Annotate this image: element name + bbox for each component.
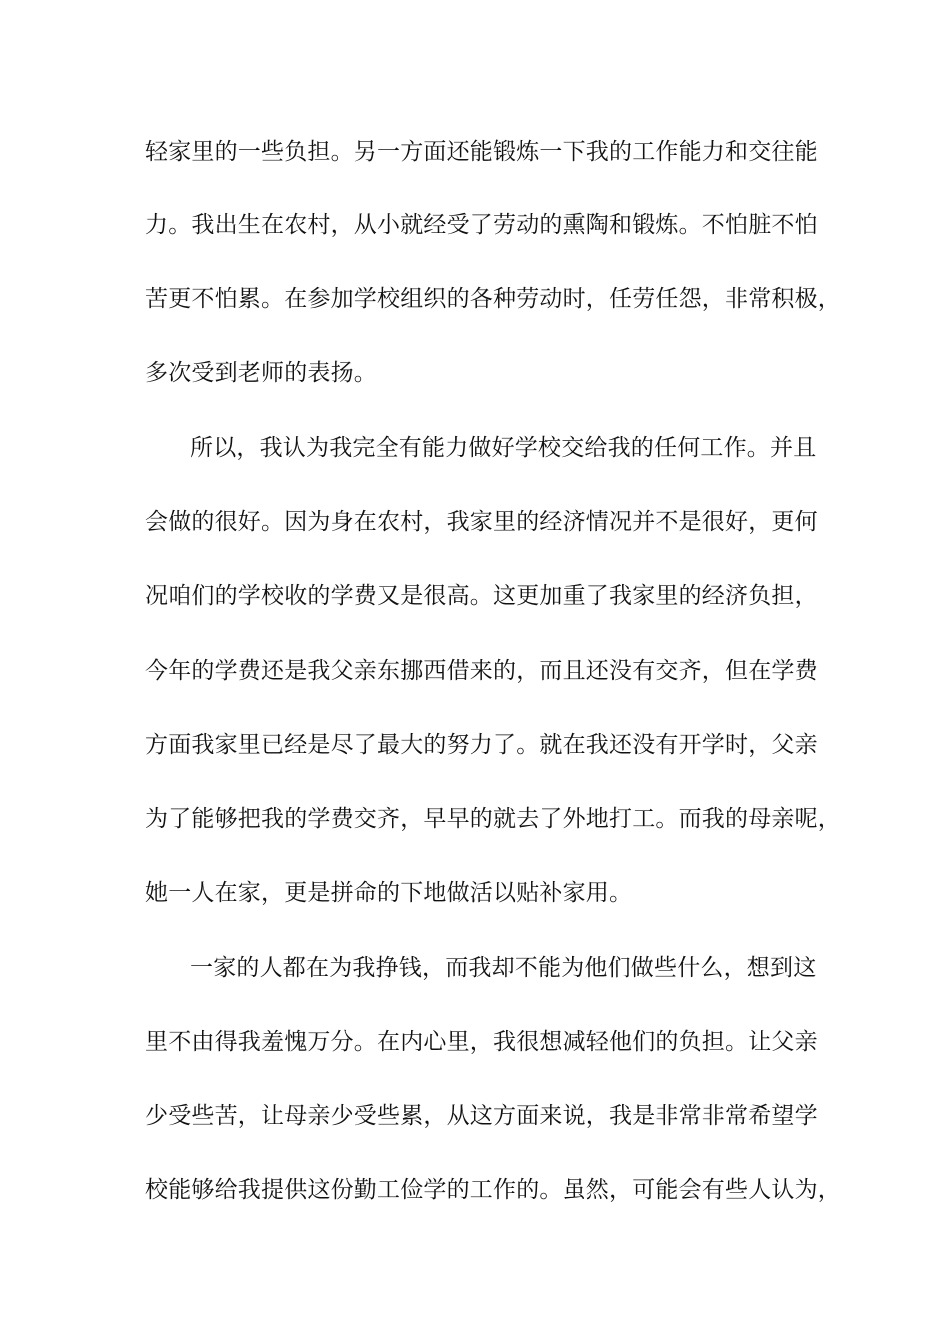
text-line-4: 多次受到老师的表扬。 bbox=[145, 360, 377, 386]
text-line-9: 方面我家里已经是尽了最大的努力了。就在我还没有开学时，父亲 bbox=[145, 732, 818, 758]
text-line-10: 为了能够把我的学费交齐，早早的就去了外地打工。而我的母亲呢， bbox=[145, 806, 841, 832]
text-line-8: 今年的学费还是我父亲东挪西借来的，而且还没有交齐，但在学费 bbox=[145, 658, 818, 684]
text-line-13: 里不由得我羞愧万分。在内心里，我很想减轻他们的负担。让父亲 bbox=[145, 1029, 818, 1055]
text-line-15: 校能够给我提供这份勤工俭学的工作的。虽然，可能会有些人认为， bbox=[145, 1177, 841, 1203]
text-line-7: 况咱们的学校收的学费又是很高。这更加重了我家里的经济负担， bbox=[145, 583, 818, 609]
text-line-2: 力。我出生在农村，从小就经受了劳动的熏陶和锻炼。不怕脏不怕 bbox=[145, 212, 818, 238]
text-line-6: 会做的很好。因为身在农村，我家里的经济情况并不是很好，更何 bbox=[145, 509, 818, 535]
text-line-5: 所以，我认为我完全有能力做好学校交给我的任何工作。并且 bbox=[190, 435, 817, 461]
text-line-3: 苦更不怕累。在参加学校组织的各种劳动时，任劳任怨，非常积极， bbox=[145, 286, 841, 312]
text-line-14: 少受些苦，让母亲少受些累，从这方面来说，我是非常非常希望学 bbox=[145, 1103, 818, 1129]
text-line-12: 一家的人都在为我挣钱，而我却不能为他们做些什么，想到这 bbox=[190, 955, 817, 981]
text-line-1: 轻家里的一些负担。另一方面还能锻炼一下我的工作能力和交往能 bbox=[145, 139, 818, 165]
text-line-11: 她一人在家，更是拼命的下地做活以贴补家用。 bbox=[145, 880, 633, 906]
